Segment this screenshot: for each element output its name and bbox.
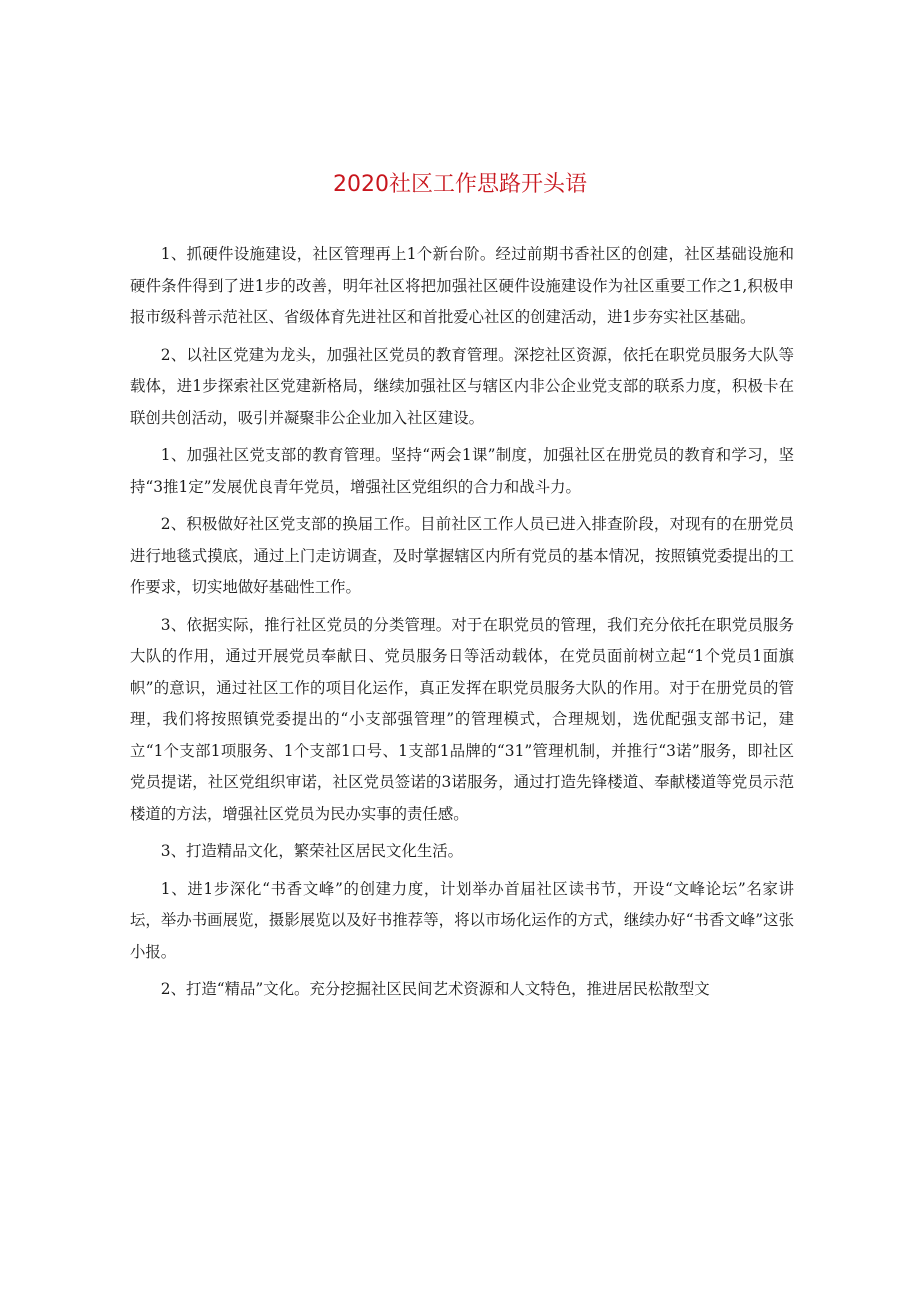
document-title: 2020社区工作思路开头语 bbox=[333, 172, 587, 197]
paragraph: 2、以社区党建为龙头，加强社区党员的教育管理。深挖社区资源，依托在职党员服务大队等载体，进1步探索社区党建新格局，继续加强社区与辖区内非公企业党支部的联系力度，积极卡在联创共创活动，吸引并凝聚非公企业加入社区建设。 bbox=[130, 345, 794, 427]
paragraph: 1、加强社区党支部的教育管理。坚持“两会1课”制度，加强社区在册党员的教育和学习，坚持“3推1定”发展优良青年党员，增强社区党组织的合力和战斗力。 bbox=[130, 446, 794, 496]
paragraph: 3、依据实际，推行社区党员的分类管理。对于在职党员的管理，我们充分依托在职党员服务大队的作用，通过开展党员奉献日、党员服务日等活动载体，在党员面前树立起“1个党员1面旗帜”的意识，通过社区工作的项目化运作，真正发挥在职党员服务大队的作用。对于在册党员的管理，我们将按照镇党委提出的“小支部强管理”的管理模式，合理规划，选优配强支部书记，建立“1个支部1项服务、1个支部1口号、1支部1品牌的“31”管理机制，并推行“3诺”服务，即社区党员提诺，社区党组织审诺，社区党员签诺的3诺服务，通过打造先锋楼道、奉献楼道等党员示范楼道的方法，增强社区党员为民办实事的责任感。 bbox=[130, 615, 794, 823]
paragraph: 2、积极做好社区党支部的换届工作。目前社区工作人员已进入排查阶段，对现有的在册党员进行地毯式摸底，通过上门走访调查，及时掌握辖区内所有党员的基本情况，按照镇党委提出的工作要求，切实地做好基础性工作。 bbox=[130, 515, 794, 596]
paragraph: 3、打造精品文化，繁荣社区居民文化生活。 bbox=[160, 842, 464, 860]
paragraph: 2、打造“精品”文化。充分挖掘社区民间艺术资源和人文特色，推进居民松散型文 bbox=[160, 980, 710, 998]
paragraph: 1、进1步深化“书香文峰”的创建力度，计划举办首届社区读书节，开设“文峰论坛”名家讲坛，举办书画展览，摄影展览以及好书推荐等，将以市场化运作的方式，继续办好“书香文峰”这张小报。 bbox=[130, 879, 794, 961]
document-body bbox=[130, 239, 794, 1006]
paragraph: 1、抓硬件设施建设，社区管理再上1个新台阶。经过前期书香社区的创建，社区基础设施和硬件条件得到了进1步的改善，明年社区将把加强社区硬件设施建设作为社区重要工作之1,积极申报市级科普示范社区、省级体育先进社区和首批爱心社区的创建活动，进1步夯实社区基础。 bbox=[130, 245, 794, 326]
